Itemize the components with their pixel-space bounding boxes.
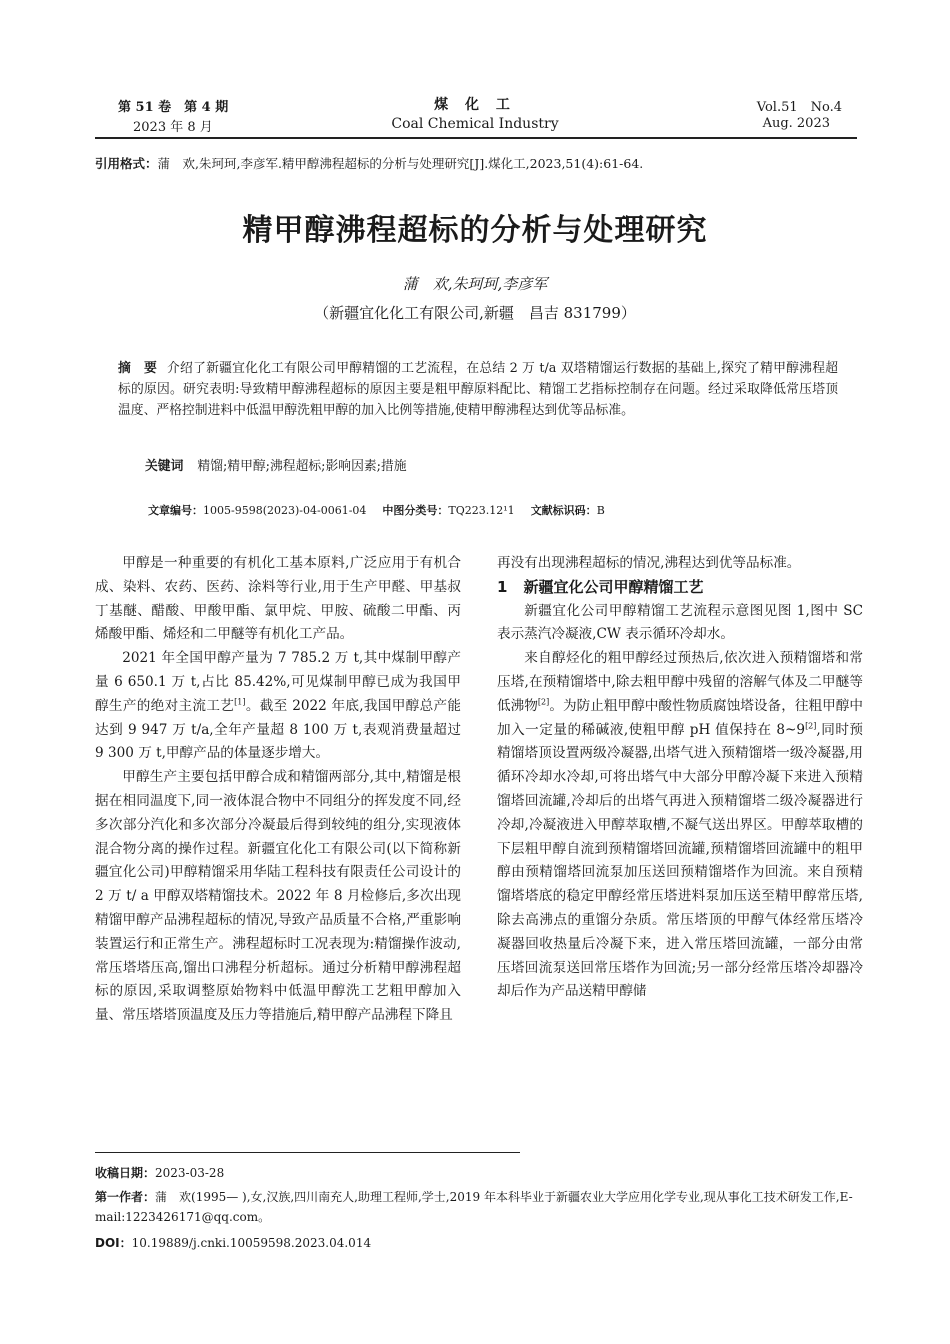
clc-label: 中图分类号： — [382, 504, 449, 517]
reference-marker: [2] — [805, 721, 817, 731]
body-paragraph: 新疆宜化公司甲醇精馏工艺流程示意图见图 1,图中 SC 表示蒸汽冷凝液,CW 表示循环冷却水。 — [497, 602, 863, 643]
received-value: 2023-03-28 — [155, 1166, 225, 1180]
citation-label: 引用格式： — [95, 156, 158, 171]
keywords-text: 精馏;精甲醇;沸程超标;影响因素;措施 — [197, 459, 407, 474]
article-title: 精甲醇沸程超标的分析与处理研究 — [242, 213, 708, 248]
first-author-info: 蒲 欢(1995— ),女,汉族,四川南充人,助理工程师,学士,2019 年本科毕业于新疆农业大学应用化学专业,现从事化工技术研发工作,E-mail:1223426171@qq.com。 — [95, 1190, 853, 1224]
section-heading — [497, 576, 863, 600]
affiliation: （新疆宜化化工有限公司,新疆 昌吉 831799） — [314, 304, 636, 322]
volume-issue-en: Vol.51 No.4 — [756, 100, 842, 115]
body-paragraph — [497, 647, 863, 1004]
reference-marker: [2] — [537, 697, 550, 707]
paragraph-text: 2021 年全国甲醇产量为 7 785.2 万 t,其中煤制甲醇产量 6 650.1 万 t,占比 85.42%,可见煤制甲醇已成为我国甲醇生产的绝对主流工艺 — [95, 650, 461, 714]
article-no: 1005-9598(2023)-04-0061-04 — [203, 504, 367, 517]
first-author-note — [95, 1187, 865, 1227]
received-date — [95, 1163, 865, 1183]
body-paragraph — [95, 647, 461, 766]
paragraph-text: ,同时预精馏塔顶设置两级冷凝器,出塔气进入预精馏塔一级冷凝器,用循环冷却水冷却,可将出塔气中大部分甲醇冷凝下来进入预精馏塔回流罐,冷却后的出塔气再进入预精馏塔二级冷凝器进行冷却,冷凝液进入甲醇萃取槽,不凝气送出界区。甲醇萃取槽的下层粗甲醇自流到预精馏塔回流罐,预精馏塔回流罐中的粗甲醇由预精馏塔回流泵加压送回预精馏塔作为回流。来自预精馏塔塔底的稳定甲醇经常压塔进料泵加压送至精甲醇常压塔,除去高沸点的重馏分杂质。常压塔顶的甲醇气体经常压塔冷凝器回收热量后冷凝下来，进入常压塔回流罐，一部分由常压塔回流泵送回常压塔作为回流;另一部分经常压塔冷却器冷却后作为产品送精甲醇储 — [497, 721, 863, 1000]
journal-name-en: Coal Chemical Industry — [391, 116, 559, 132]
body-right-column — [497, 552, 863, 1004]
reference-marker: [1] — [234, 697, 246, 707]
footnote-rule — [95, 1152, 520, 1153]
article-meta — [148, 502, 605, 518]
first-author-label: 第一作者： — [95, 1190, 156, 1204]
body-left-column — [95, 552, 461, 1028]
date-cn: 2023 年 8 月 — [133, 120, 213, 135]
keywords-label: 关键词 — [145, 459, 184, 474]
clc-number: TQ223.12¹1 — [448, 504, 515, 517]
keywords — [145, 455, 407, 474]
abstract — [118, 358, 838, 421]
volume-issue-cn: 第 51 卷 第 4 期 — [118, 100, 229, 115]
date-en: Aug. 2023 — [762, 116, 830, 131]
doi — [95, 1233, 865, 1253]
body-paragraph-continued: 再没有出现沸程超标的情况,沸程达到优等品标准。 — [497, 555, 801, 571]
doc-code-label: 文献标识码： — [530, 504, 597, 517]
section-number: 1 — [497, 577, 508, 596]
body-paragraph: 甲醇生产主要包括甲醇合成和精馏两部分,其中,精馏是根据在相同温度下,同一液体混合物中不同组分的挥发度不同,经多次部分汽化和多次部分冷凝最后得到较纯的组分,实现液体混合物分离的操作过程。新疆宜化化工有限公司(以下简称新疆宜化公司)甲醇精馏采用华陆工程科技有限责任公司设计的 2 万 t/ a 甲醇双塔精馏技术。2022 年 8 月检修后,多次出现精馏甲醇产品沸程超标的情况,导致产品质量不合格,严重影响装置运行和正常生产。沸程超标时工况表现为:精馏操作波动,常压塔塔压高,馏出口沸程分析超标。通过分析精甲醇沸程超标的原因,采取调整原始物料中低温甲醇洗工艺粗甲醇加入量、常压塔塔顶温度及压力等措施后,精甲醇产品沸程下降且 — [95, 769, 461, 1024]
body-paragraph: 甲醇是一种重要的有机化工基本原料,广泛应用于有机合成、染料、农药、医药、涂料等行业,用于生产甲醛、甲基叔丁基醚、醋酸、甲酸甲酯、氯甲烷、甲胺、硫酸二甲酯、丙烯酸甲酯、烯烃和二甲醚等有机化工产品。 — [95, 555, 461, 643]
received-label: 收稿日期： — [95, 1166, 156, 1180]
header-rule — [95, 137, 857, 139]
doi-value: 10.19889/j.cnki.10059598.2023.04.014 — [131, 1236, 372, 1250]
citation-format — [95, 154, 865, 172]
paragraph-text: 。为防止粗甲醇中酸性物质腐蚀塔设备，往粗甲醇中加入一定量的稀碱液,使粗甲醇 pH 值保持在 8~9 — [497, 697, 863, 738]
article-no-label: 文章编号： — [148, 504, 203, 517]
citation-text: 蒲 欢,朱珂珂,李彦军.精甲醇沸程超标的分析与处理研究[J].煤化工,2023,51(4):61-64. — [157, 156, 644, 171]
journal-name-cn: 煤 化 工 — [434, 97, 516, 113]
section-title: 新疆宜化公司甲醇精馏工艺 — [523, 577, 704, 596]
doi-label: DOI： — [95, 1236, 132, 1250]
abstract-label: 摘 要 — [118, 361, 158, 376]
abstract-text: 介绍了新疆宜化化工有限公司甲醇精馏的工艺流程，在总结 2 万 t/a 双塔精馏运行数据的基础上,探究了精甲醇沸程超标的原因。研究表明:导致精甲醇沸程超标的原因主要是粗甲醇原料配比、精馏工艺指标控制存在问题。经过采取降低常压塔顶温度、严格控制进料中低温甲醇洗粗甲醇的加入比例等措施,使精甲醇沸程达到优等品标准。 — [118, 361, 838, 418]
doc-code: B — [596, 504, 605, 517]
author-list: 蒲 欢,朱珂珂,李彦军 — [402, 275, 548, 293]
paragraph-text: 来自醇烃化的粗甲醇经过预热后,依次进入预精馏塔和常压塔,在预精馏塔中,除去粗甲醇中残留的溶解气体及二甲醚等低沸物 — [497, 650, 863, 714]
paragraph-text: 。截至 2022 年底,我国甲醇总产能达到 9 947 万 t/a,全年产量超 8 100 万 t,表观消费量超过 9 300 万 t,甲醇产品的体量逐步增大。 — [95, 697, 462, 762]
